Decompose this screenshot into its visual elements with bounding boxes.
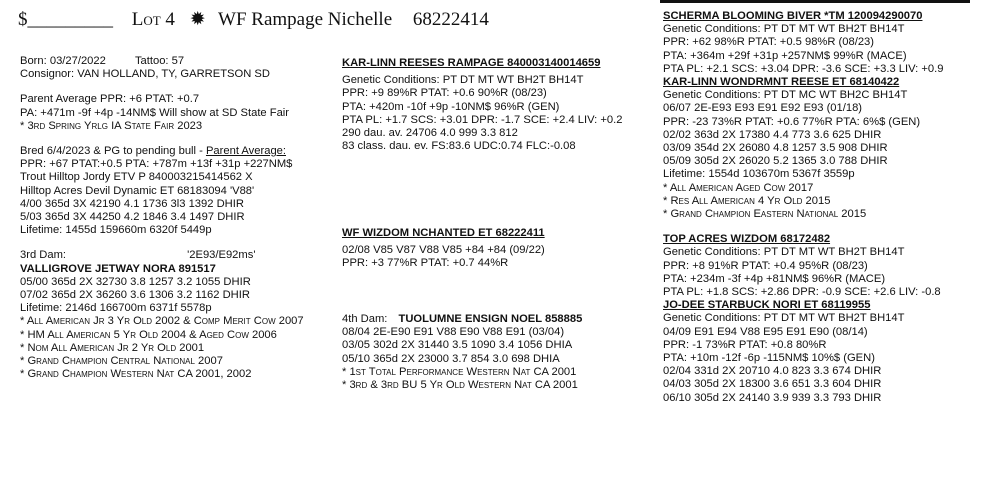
third-dam-name: VALLIGROVE JETWAY NORA 891517 — [20, 262, 216, 275]
ancestor-c-detail: PTA: +234m -3f +4p +81NM$ 96%R (MACE) — [663, 272, 886, 285]
award-line: * Grand Champion Eastern National 2015 — [663, 208, 867, 221]
dam-detail: 02/08 V85 V87 V88 V85 +84 +84 (09/22) — [342, 244, 545, 257]
ancestor-c-name: TOP ACRES WIZDOM 68172482 — [663, 233, 831, 246]
ancestor-a-name: SCHERMA BLOOMING BIVER *TM 120094290070 — [663, 10, 923, 22]
ancestor-b-detail: PPR: -23 73%R PTAT: +0.6 77%R PTA: 6%$ (GEN) — [663, 115, 921, 128]
parent-average-label: Parent Average: — [205, 145, 286, 158]
sire-line-1: Trout Hilltop Jordy ETV P 840003215414562 X — [20, 171, 253, 184]
ancestor-b-detail: 03/09 354d 2X 26080 4.8 1257 3.5 908 DHIR — [663, 142, 888, 155]
lifetime-line: Lifetime: 1455d 159660m 6320f 5449p — [20, 224, 212, 237]
third-dam-class: '2E93/E92ms' — [187, 249, 256, 262]
record-line: 5/03 365d 3X 44250 4.2 1846 3.4 1497 DHIR — [20, 211, 245, 224]
ancestor-b-detail: 02/02 363d 2X 17380 4.4 773 3.6 625 DHIR — [663, 128, 882, 141]
fourth-dam-header — [342, 313, 582, 326]
sire-name: KAR-LINN REESES RAMPAGE 840003140014659 — [342, 57, 601, 69]
ancestor-d-detail: Genetic Conditions: PT DT MT WT BH2T BH14T — [663, 312, 905, 325]
fourth-dam-block — [342, 313, 582, 392]
award-line: * Grand Champion Central National 2007 — [20, 355, 223, 368]
award-line: * All American Jr 3 Yr Old 2002 & Comp Merit Cow 2007 — [20, 315, 304, 328]
registration-number: 68222414 — [412, 9, 489, 30]
dam-detail: PPR: +3 77%R PTAT: +0.7 44%R — [342, 257, 509, 270]
ancestor-b-detail: Lifetime: 1554d 103670m 5367f 3559p — [663, 168, 855, 181]
ancestor-d-detail: 06/10 305d 2X 24140 3.9 939 3.3 793 DHIR — [663, 391, 882, 404]
dam-block — [342, 227, 545, 271]
fourth-dam-detail: 08/04 2E-E90 E91 V88 E90 V88 E91 (03/04) — [342, 326, 565, 339]
ancestor-a-detail: PTA PL: +2.1 SCS: +3.04 DPR: -3.6 SCE: +3.3 LIV: +0.9 — [663, 62, 944, 75]
ancestor-b-detail: 06/07 2E-E93 E93 E91 E92 E93 (01/18) — [663, 102, 863, 115]
price-blank: $_________ — [18, 9, 113, 30]
fourth-dam-name: TUOLUMNE ENSIGN NOEL 858885 — [398, 313, 583, 325]
pa-line: PA: +471m -9f +4p -14NM$ Will show at SD State Fair — [20, 106, 290, 119]
ancestor-d-detail: 04/03 305d 2X 18300 3.6 651 3.3 604 DHIR — [663, 378, 882, 391]
ancestor-d-detail: 02/04 331d 2X 20710 4.0 823 3.3 674 DHIR — [663, 365, 882, 378]
fourth-dam-detail: 05/10 365d 2X 23000 3.7 854 3.0 698 DHIA — [342, 352, 560, 365]
award-line: * 3rd Spring Yrlg IA State Fair 2023 — [20, 119, 203, 132]
sire-detail: 83 class. dau. ev. FS:83.6 UDC:0.74 FLC:-0.08 — [342, 140, 576, 153]
lot-title — [18, 8, 489, 31]
ancestor-c-detail: PPR: +8 91%R PTAT: +0.4 95%R (08/23) — [663, 259, 868, 272]
lot-number: Lot 4 — [131, 9, 175, 30]
lifetime-line: Lifetime: 2146d 166700m 6371f 5578p — [20, 302, 212, 315]
ancestor-d-name: JO-DEE STARBUCK NORI ET 68119955 — [663, 299, 871, 312]
ancestor-b-name: KAR-LINN WONDRMNT REESE ET 68140422 — [663, 76, 900, 89]
bred-ppr: PPR: +67 PTAT:+0.5 PTA: +787m +13f +31p +227NM$ — [20, 158, 293, 171]
top-rule — [660, 0, 970, 3]
sire-line-2: Hilltop Acres Devil Dynamic ET 68183094 'V88' — [20, 184, 255, 197]
ancestor-b-detail: Genetic Conditions: PT DT MC WT BH2C BH14T — [663, 89, 908, 102]
ancestor-b-detail: 05/09 305d 2X 26020 5.2 1365 3.0 788 DHIR — [663, 155, 888, 168]
bred-text: Bred 6/4/2023 & PG to pending bull - — [20, 145, 206, 158]
record-line: 05/00 365d 2X 32730 3.8 1257 3.2 1055 DHIR — [20, 275, 251, 288]
fourth-dam-label: 4th Dam: — [342, 313, 388, 325]
star-icon: ✹ — [189, 9, 206, 30]
ancestor-c-detail: Genetic Conditions: PT DT MT WT BH2T BH14T — [663, 246, 905, 259]
ancestor-d-detail: PTA: +10m -12f -6p -115NM$ 10%$ (GEN) — [663, 352, 875, 365]
born-line — [20, 55, 304, 68]
record-line: 07/02 365d 2X 36260 3.6 1306 3.2 1162 DHIR — [20, 289, 250, 302]
ancestor-a-detail: Genetic Conditions: PT DT MT WT BH2T BH14T — [663, 23, 905, 36]
award-line: * HM All American 5 Yr Old 2004 & Aged Cow 2006 — [20, 328, 277, 341]
sire-detail: PPR: +9 89%R PTAT: +0.6 90%R (08/23) — [342, 87, 547, 100]
born-date: Born: 03/27/2022 — [20, 55, 106, 67]
award-line: * 3rd & 3rd BU 5 Yr Old Western Nat CA 2001 — [342, 379, 578, 392]
sire-detail: 290 dau. av. 24706 4.0 999 3.3 812 — [342, 127, 518, 140]
ancestor-a-detail: PPR: +62 98%R PTAT: +0.5 98%R (08/23) — [663, 36, 875, 49]
award-line: * Grand Champion Western Nat CA 2001, 2002 — [20, 368, 252, 381]
right-column — [663, 10, 943, 405]
award-line: * Nom All American Jr 2 Yr Old 2001 — [20, 341, 205, 354]
consignor: Consignor: VAN HOLLAND, TY, GARRETSON SD — [20, 68, 270, 81]
bred-line — [20, 145, 304, 158]
sire-detail: Genetic Conditions: PT DT MT WT BH2T BH14T — [342, 74, 584, 87]
award-line: * 1st Total Performance Western Nat CA 2001 — [342, 365, 577, 378]
award-line: * Res All American 4 Yr Old 2015 — [663, 194, 831, 207]
sire-detail: PTA PL: +1.7 SCS: +3.01 DPR: -1.7 SCE: +2.4 LIV: +0.2 — [342, 113, 623, 126]
tattoo: Tattoo: 57 — [134, 55, 185, 67]
ancestor-a-detail: PTA: +364m +29f +31p +257NM$ 99%R (MACE) — [663, 49, 907, 62]
award-line: * All American Aged Cow 2017 — [663, 181, 814, 194]
parent-average: Parent Average PPR: +6 PTAT: +0.7 — [20, 93, 200, 106]
ancestor-c-detail: PTA PL: +1.8 SCS: +2.86 DPR: -0.9 SCE: +2.6 LIV: -0.8 — [663, 286, 941, 299]
third-dam-label: 3rd Dam: — [20, 249, 67, 262]
record-line: 4/00 365d 3X 42190 4.1 1736 3l3 1392 DHIR — [20, 197, 244, 210]
ancestor-d-detail: PPR: -1 73%R PTAT: +0.8 80%R — [663, 338, 827, 351]
ancestor-d-detail: 04/09 E91 E94 V88 E95 E91 E90 (08/14) — [663, 325, 868, 338]
middle-column — [342, 57, 622, 153]
third-dam-label-line — [20, 249, 304, 262]
fourth-dam-detail: 03/05 302d 2X 31440 3.5 1090 3.4 1056 DHIA — [342, 339, 573, 352]
sire-detail: PTA: +420m -10f +9p -10NM$ 96%R (GEN) — [342, 100, 560, 113]
animal-name: WF Rampage Nichelle — [218, 9, 393, 30]
left-column — [20, 55, 304, 381]
dam-name: WF WIZDOM NCHANTED ET 68222411 — [342, 227, 545, 239]
